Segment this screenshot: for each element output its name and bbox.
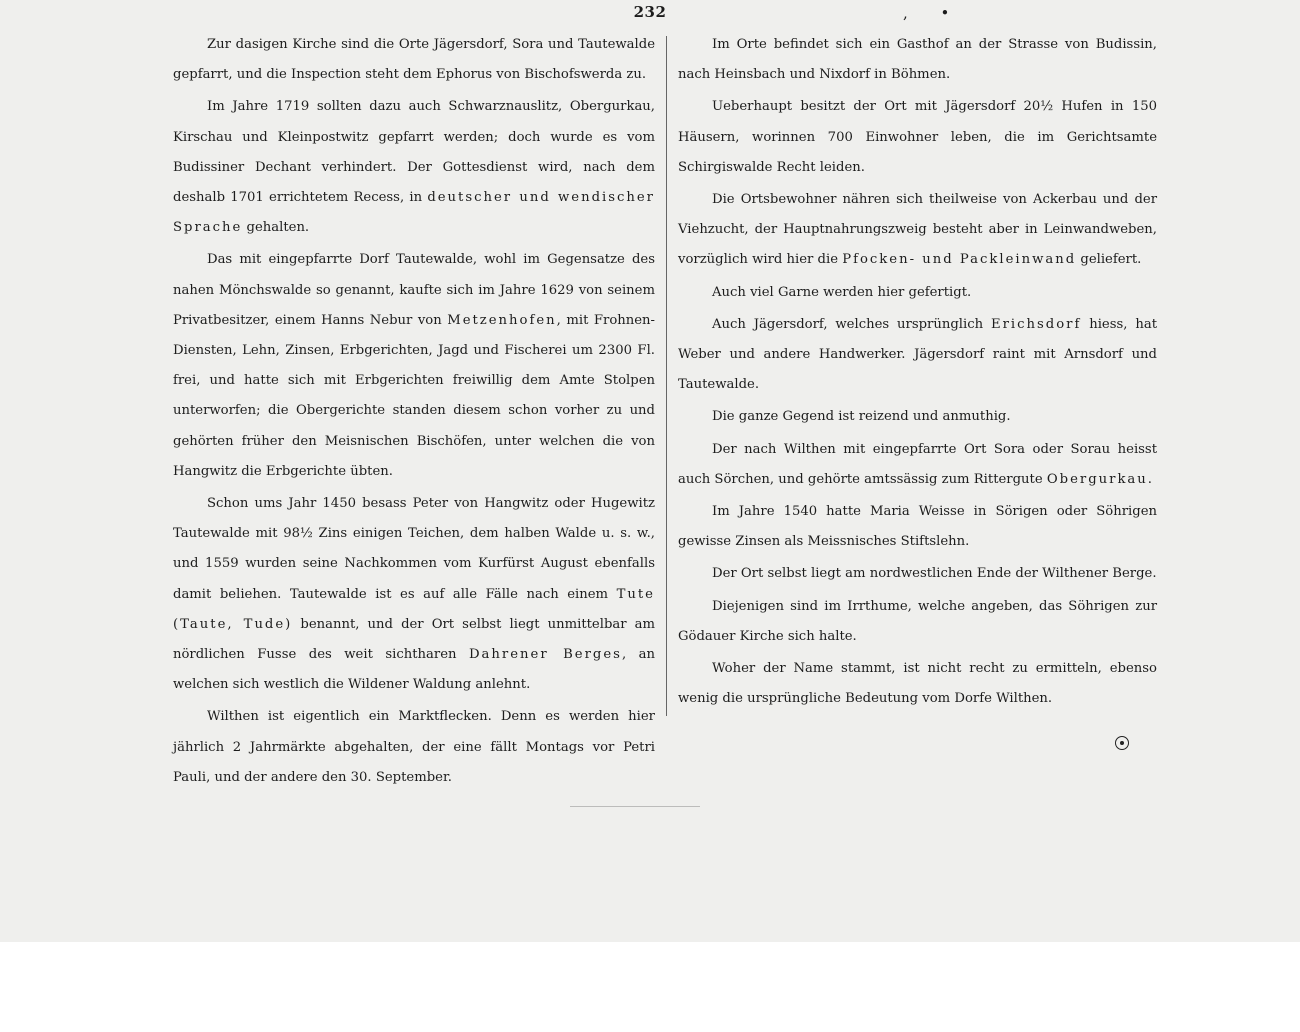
left-paragraph: Das mit eingepfarrte Dorf Tautewalde, wohl im Gegensatze des nahen Mönchswalde so genannt, kaufte sich im Jahre 1629 von seinem Privatbesitzer, einem Hanns Nebur von Metzenhofen, mit Frohnen-Diensten, Lehn, Zinsen, Erbgerichten, Jagd und Fischerei um 2300 Fl. frei, und hatte sich mit Erbgerichten freiwillig dem Amte Stolpen unterworfen; die Obergerichte standen diesem schon vorher zu und gehörten früher den Meisnischen Bischöfen, unter welchen die von Hangwitz die Erbgerichte übten. (173, 252, 656, 479)
right-paragraph: Diejenigen sind im Irrthume, welche angeben, das Söhrigen zur Gödauer Kirche sich halte. (678, 598, 1157, 644)
left-paragraph: Im Jahre 1719 sollten dazu auch Schwarznauslitz, Obergurkau, Kirschau und Kleinpostwitz gepfarrt werden; doch wurde es vom Budissiner Dechant verhindert. Der Gottesdienst wird, nach dem deshalb 1701 errichtetem Recess, in deutscher und wendischer Sprache gehalten. (173, 99, 655, 236)
end-mark-icon (1115, 736, 1129, 750)
right-paragraph: Im Jahre 1540 hatte Maria Weisse in Sörigen oder Söhrigen gewisse Zinsen als Meissnisches Stiftslehn. (678, 504, 1157, 550)
right-paragraph: Auch Jägersdorf, welches ursprünglich Erichsdorf hiess, hat Weber und andere Handwerker. Jägersdorf raint mit Arnsdorf und Tautewalde. (678, 316, 1157, 393)
bottom-margin (0, 942, 1300, 1032)
spaced-emphasis: Tute (Taute, Tude) (173, 586, 655, 632)
right-paragraph: Der Ort selbst liegt am nordwestlichen Ende der Wilthener Berge. (712, 566, 1157, 582)
right-paragraph: Auch viel Garne werden hier gefertigt. (712, 284, 972, 300)
right-paragraph: Die Ortsbewohner nähren sich theilweise von Ackerbau und der Viehzucht, der Hauptnahrungszweig besteht aber in Leinwandweben, vorzüglich wird hier die Pfocken- und Packleinwand geliefert. (678, 192, 1157, 268)
corner-marks: , • (903, 4, 964, 22)
right-paragraph: Die ganze Gegend ist reizend und anmuthig. (712, 409, 1011, 425)
left-paragraph: Schon ums Jahr 1450 besass Peter von Hangwitz oder Hugewitz Tautewalde mit 98½ Zins einigen Teichen, dem halben Walde u. s. w., und 1559 wurden seine Nachkommen vom Kurfürst August ebenfalls damit beliehen. Tautewalde ist es auf alle Fälle nach einem Tute (Taute, Tude) benannt, und der Ort selbst liegt unmittelbar am nördlichen Fusse des weit sichtharen Dahrener Berges, an welchen sich westlich die Wildener Waldung anlehnt. (173, 496, 655, 693)
page-number: 232 (633, 3, 667, 21)
left-paragraph: Wilthen ist eigentlich ein Marktflecken. Denn es werden hier jährlich 2 Jahrmärkte abgehalten, der eine fällt Montags vor Petri Pauli, und der andere den 30. September. (173, 709, 655, 785)
column-divider (666, 36, 667, 716)
right-paragraph: Woher der Name stammt, ist nicht recht zu ermitteln, ebenso wenig die ursprüngliche Bedeutung vom Dorfe Wilthen. (678, 661, 1157, 707)
right-paragraph: Ueberhaupt besitzt der Ort mit Jägersdorf 20½ Hufen in 150 Häusern, worinnen 700 Einwohner leben, die im Gerichtsamte Schirgiswalde Recht leiden. (678, 99, 1157, 175)
right-paragraph: Im Orte befindet sich ein Gasthof an der Strasse von Budissin, nach Heinsbach und Nixdorf in Böhmen. (678, 37, 1157, 83)
left-paragraph: Zur dasigen Kirche sind die Orte Jägersdorf, Sora und Tautewalde gepfarrt, und die Inspection steht dem Ephorus von Bischofswerda zu. (173, 37, 655, 83)
spaced-emphasis: deutscher und wendischer Sprache (173, 190, 655, 236)
right-paragraph: Der nach Wilthen mit eingepfarrte Ort Sora oder Sorau heisst auch Sörchen, und gehörte amtssässig zum Rittergute Obergurkau. (678, 441, 1157, 487)
right-column (678, 30, 1157, 716)
left-column (173, 30, 655, 795)
bleed-through-rule (570, 806, 700, 807)
spaced-emphasis: Erichsdorf (990, 316, 1082, 332)
spaced-emphasis: Dahrener Berges (468, 647, 622, 663)
spaced-emphasis: Metzenhofen (447, 312, 557, 328)
spaced-emphasis: Obergurkau (1046, 471, 1148, 487)
spaced-emphasis: Pfocken- und Packleinwand (842, 252, 1077, 268)
